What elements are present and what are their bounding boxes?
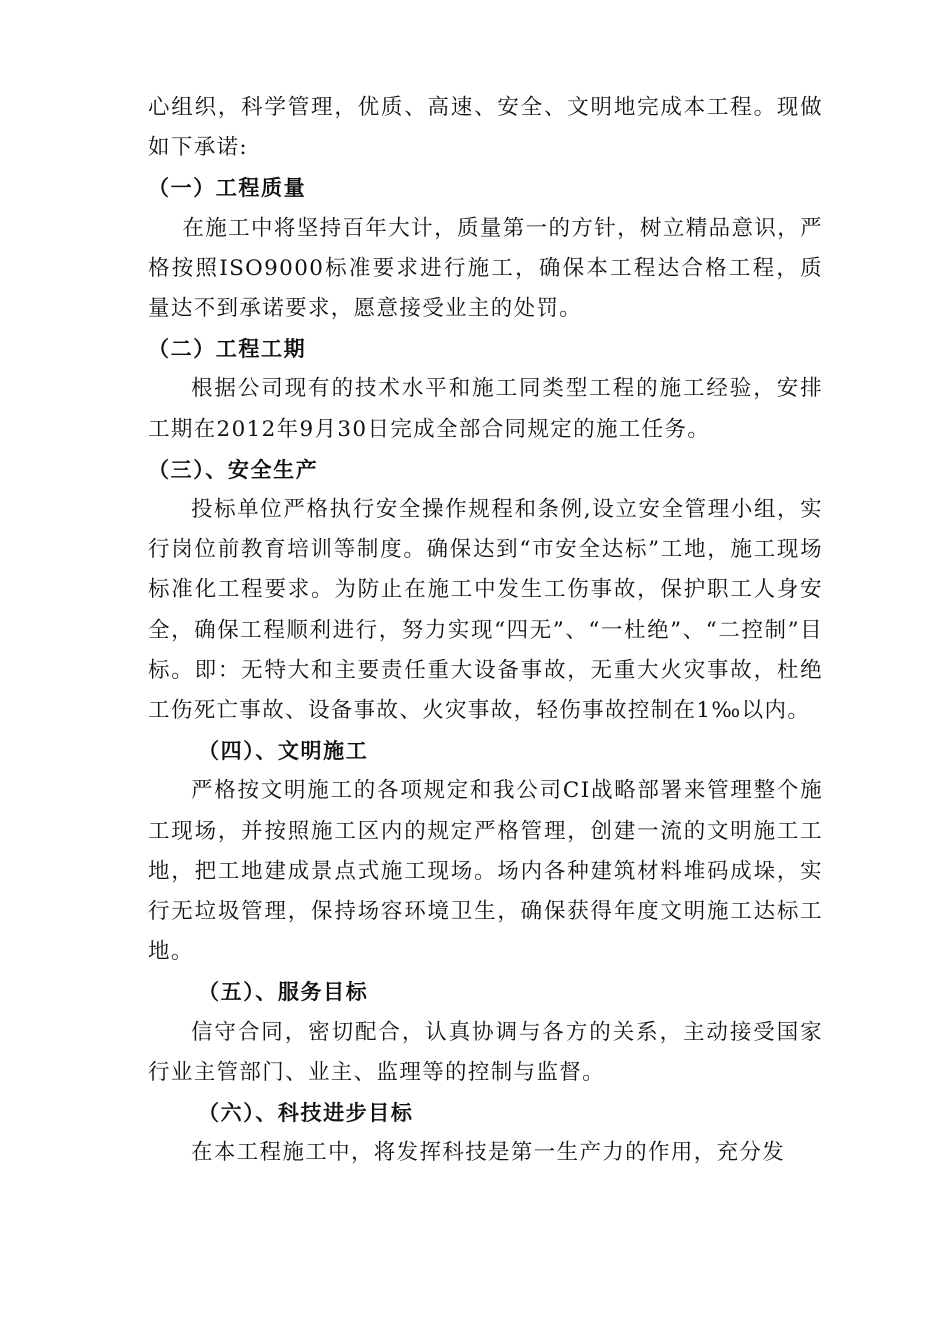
section-body-tech-progress: 在本工程施工中，将发挥科技是第一生产力的作用，充分发 (191, 1140, 786, 1166)
section-heading-safety: （三）、安全生产 (148, 457, 319, 482)
section-heading-tech-progress: （六）、科技进步目标 (198, 1101, 414, 1126)
section-body-civilized-construction: 严格按文明施工的各项规定和我公司CI战略部署来管理整个施工现场，并按照施工区内的规定严格管理，创建一流的文明施工工地，把工地建成景点式施工现场。场内各种建筑材料堆码成垛，实行无垃圾管理，保持场容环境卫生，确保获得年度文明施工达标工地。 (148, 778, 823, 965)
section-heading-civilized-construction: （四）、文明施工 (198, 739, 369, 764)
section-body-safety: 投标单位严格执行安全操作规程和条例,设立安全管理小组，实行岗位前教育培训等制度。确保达到“市安全达标”工地，施工现场标准化工程要求。为防止在施工中发生工伤事故，保护职工人身安全，确保工程顺利进行，努力实现“四无”、“一杜绝”、“二控制”目标。即：无特大和主要责任重大设备事故，无重大火灾事故，杜绝工伤死亡事故、设备事故、火灾事故，轻伤事故控制在1‰以内。 (148, 497, 823, 724)
section-body-quality: 在施工中将坚持百年大计，质量第一的方针，树立精品意识，严格按照ISO9000标准要求进行施工，确保本工程达合格工程，质量达不到承诺要求，愿意接受业主的处罚。 (148, 215, 823, 322)
document-body (148, 88, 823, 1173)
intro-paragraph: 心组织，科学管理，优质、高速、安全、文明地完成本工程。现做如下承诺: (148, 95, 823, 161)
section-body-service-goals: 信守合同，密切配合，认真协调与各方的关系，主动接受国家行业主管部门、业主、监理等的控制与监督。 (148, 1019, 823, 1085)
section-body-schedule: 根据公司现有的技术水平和施工同类型工程的施工经验，安排工期在2012年9月30日完成全部合同规定的施工任务。 (148, 376, 823, 442)
section-heading-service-goals: （五）、服务目标 (198, 980, 369, 1005)
section-heading-quality: （一）工程质量 (148, 176, 307, 201)
section-heading-schedule: （二）工程工期 (148, 337, 307, 362)
